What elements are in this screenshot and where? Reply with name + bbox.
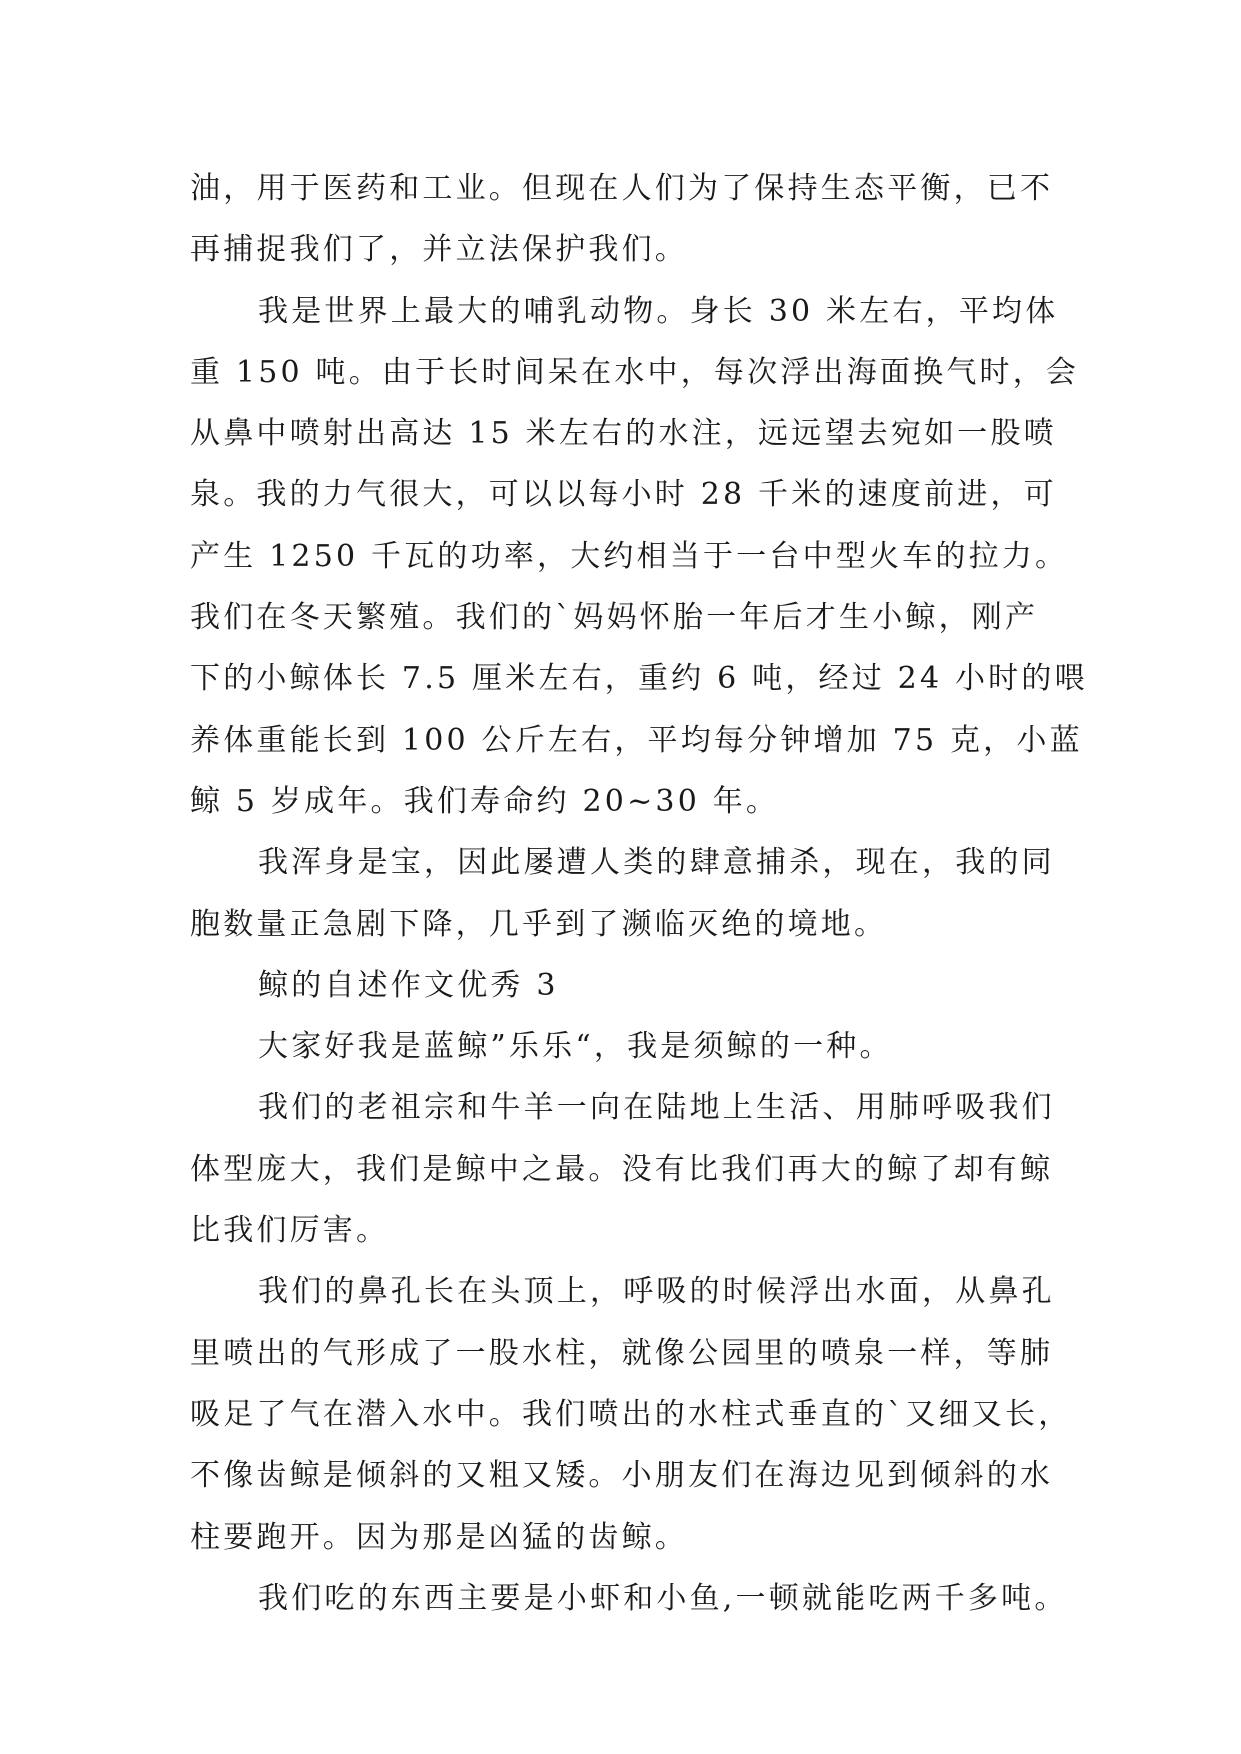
text-line: 鲸的自述作文优秀 3 [258,967,559,1003]
text-line: 里喷出的气形成了一股水柱，就像公园里的喷泉一样，等肺 [190,1335,1054,1371]
text-line: 胞数量正急剧下降，几乎到了濒临灭绝的境地。 [190,906,888,942]
text-line: 不像齿鲸是倾斜的又粗又矮。小朋友们在海边见到倾斜的水 [190,1458,1054,1494]
text-line: 柱要跑开。因为那是凶猛的齿鲸。 [190,1519,688,1555]
text-line: 从鼻中喷射出高达 15 米左右的水注，远远望去宛如一股喷 [190,416,1057,452]
text-line: 产生 1250 千瓦的功率，大约相当于一台中型火车的拉力。 [190,538,1069,574]
text-line: 我浑身是宝，因此屡遭人类的肆意捕杀，现在，我的同 [258,845,1055,881]
text-line: 油，用于医药和工业。但现在人们为了保持生态平衡，已不 [190,171,1054,206]
text-line: 我们的鼻孔长在头顶上，呼吸的时候浮出水面，从鼻孔 [258,1274,1055,1310]
text-line: 重 150 吨。由于长时间呆在水中，每次浮出海面换气时，会 [190,354,1080,390]
text-line: 比我们厉害。 [190,1213,390,1249]
text-line: 再捕捉我们了，并立法保护我们。 [190,232,688,268]
text-line: 我们吃的东西主要是小虾和小鱼,一顿就能吃两千多吨。 [258,1580,1068,1616]
text-line: 鲸 5 岁成年。我们寿命约 20~30 年。 [190,783,780,819]
text-line: 体型庞大，我们是鲸中之最。没有比我们再大的鲸了却有鲸 [190,1151,1054,1187]
text-line: 下的小鲸体长 7.5 厘米左右，重约 6 吨，经过 24 小时的喂 [190,661,1088,697]
text-line: 我们在冬天繁殖。我们的`妈妈怀胎一年后才生小鲸，刚产 [190,600,1039,636]
text-line: 我是世界上最大的哺乳动物。身长 30 米左右，平均体 [258,293,1059,329]
essay-body [190,158,1088,1629]
text-line: 养体重能长到 100 公斤左右，平均每分钟增加 75 克，小蓝 [190,722,1083,758]
text-line: 大家好我是蓝鲸”乐乐“，我是须鲸的一种。 [258,1029,893,1065]
text-line: 吸足了气在潜入水中。我们喷出的水柱式垂直的`又细又长， [190,1396,1072,1432]
text-line: 我们的老祖宗和牛羊一向在陆地上生活、用肺呼吸我们 [258,1090,1055,1126]
text-line: 泉。我的力气很大，可以以每小时 28 千米的速度前进，可 [190,477,1057,513]
